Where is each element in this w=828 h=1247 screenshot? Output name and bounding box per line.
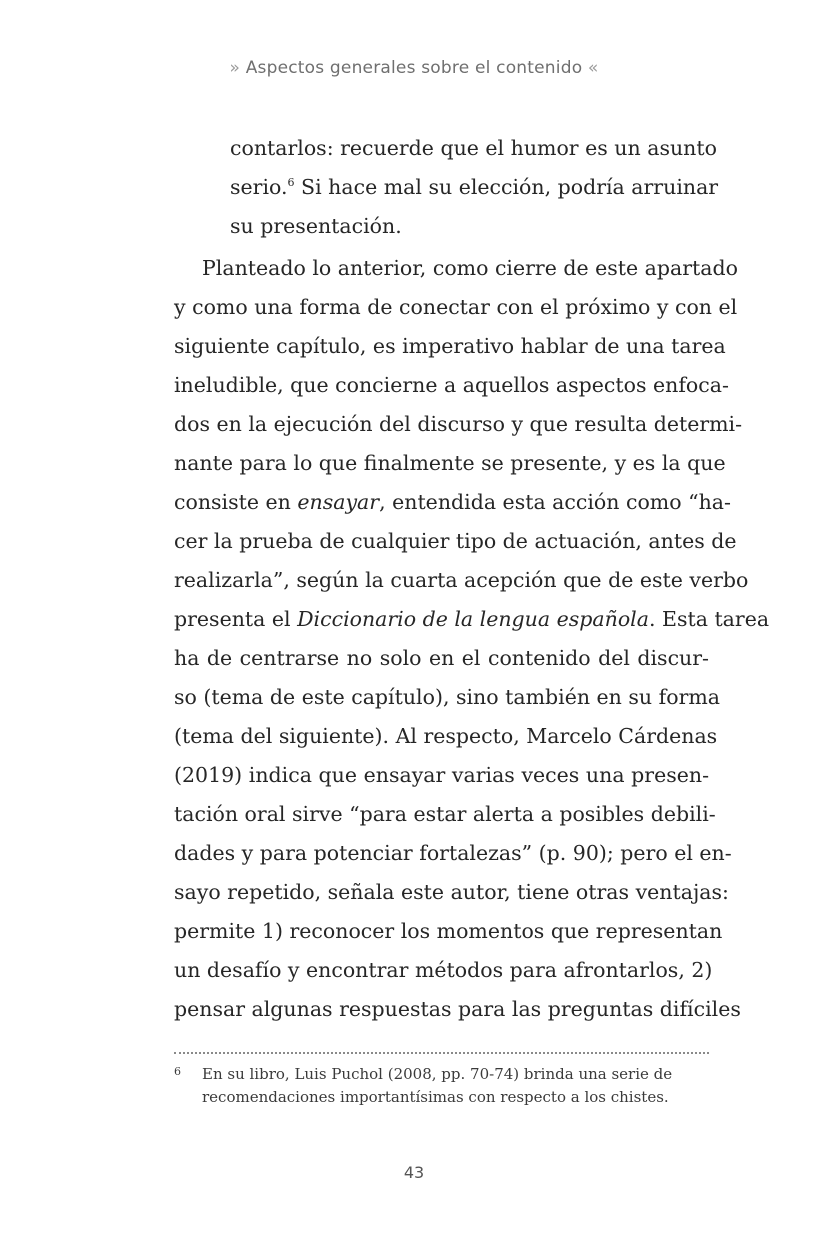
running-head: [0, 58, 828, 78]
text-line: tación oral sirve “para estar alerta a posibles debili-: [174, 802, 716, 826]
text-line: y como una forma de conectar con el próximo y con el: [174, 295, 738, 319]
running-head-right-mark: «: [587, 58, 599, 78]
text-line: (tema del siguiente). Al respecto, Marcelo Cárdenas: [174, 724, 718, 748]
footnote: [174, 1063, 709, 1109]
running-head-left-mark: »: [229, 58, 241, 78]
page-number: 43: [403, 1163, 425, 1182]
text-line: pensar algunas respuestas para las preguntas difíciles: [174, 997, 741, 1021]
text-line: siguiente capítulo, es imperativo hablar de una tarea: [174, 334, 726, 358]
text-line: nante para lo que finalmente se presente, y es la que: [174, 451, 726, 475]
list-continuation: [174, 129, 719, 246]
text-line: (2019) indica que ensayar varias veces una presen-: [174, 763, 709, 787]
text-line: [174, 483, 731, 522]
text-segment: Si hace mal su elección, podría arruinar: [301, 175, 719, 199]
text-line: cer la prueba de cualquier tipo de actuación, antes de: [174, 529, 737, 553]
text-segment: presenta el: [174, 607, 291, 631]
text-line: sayo repetido, señala este autor, tiene otras ventajas:: [174, 880, 729, 904]
text-segment: serio.: [230, 175, 288, 199]
text-line: [230, 168, 719, 207]
text-line: Planteado lo anterior, como cierre de este apartado: [202, 256, 738, 280]
footnote-reference: 6: [287, 176, 295, 190]
text-segment: . Esta tarea: [648, 607, 770, 631]
text-line: ineludible, que concierne a aquellos aspectos enfoca-: [174, 373, 729, 397]
footnote-number: 6: [174, 1065, 181, 1078]
text-line: contarlos: recuerde que el humor es un asunto: [230, 136, 717, 160]
main-paragraph: [174, 249, 770, 1029]
italic-title: Diccionario de la lengua española: [297, 607, 649, 631]
italic-term: ensayar: [297, 490, 380, 514]
footnote-line: En su libro, Luis Puchol (2008, pp. 70-74) brinda una serie de: [202, 1065, 673, 1083]
footnote-line: recomendaciones importantísimas con respecto a los chistes.: [202, 1088, 669, 1106]
text-line: so (tema de este capítulo), sino también en su forma: [174, 685, 721, 709]
text-line: [174, 600, 770, 639]
text-line: dades y para potenciar fortalezas” (p. 90); pero el en-: [174, 841, 732, 865]
footnote-separator: [174, 1052, 709, 1054]
text-segment: consiste en: [174, 490, 291, 514]
text-line: permite 1) reconocer los momentos que representan: [174, 919, 723, 943]
text-line: su presentación.: [230, 214, 402, 238]
text-line: un desafío y encontrar métodos para afrontarlos, 2): [174, 958, 713, 982]
text-line: realizarla”, según la cuarta acepción que de este verbo: [174, 568, 749, 592]
text-segment: , entendida esta acción como “ha-: [379, 490, 731, 514]
text-line: ha de centrarse no solo en el contenido del discur-: [174, 646, 709, 670]
running-head-title: Aspectos generales sobre el contenido: [245, 58, 583, 78]
text-line: dos en la ejecución del discurso y que resulta determi-: [174, 412, 743, 436]
